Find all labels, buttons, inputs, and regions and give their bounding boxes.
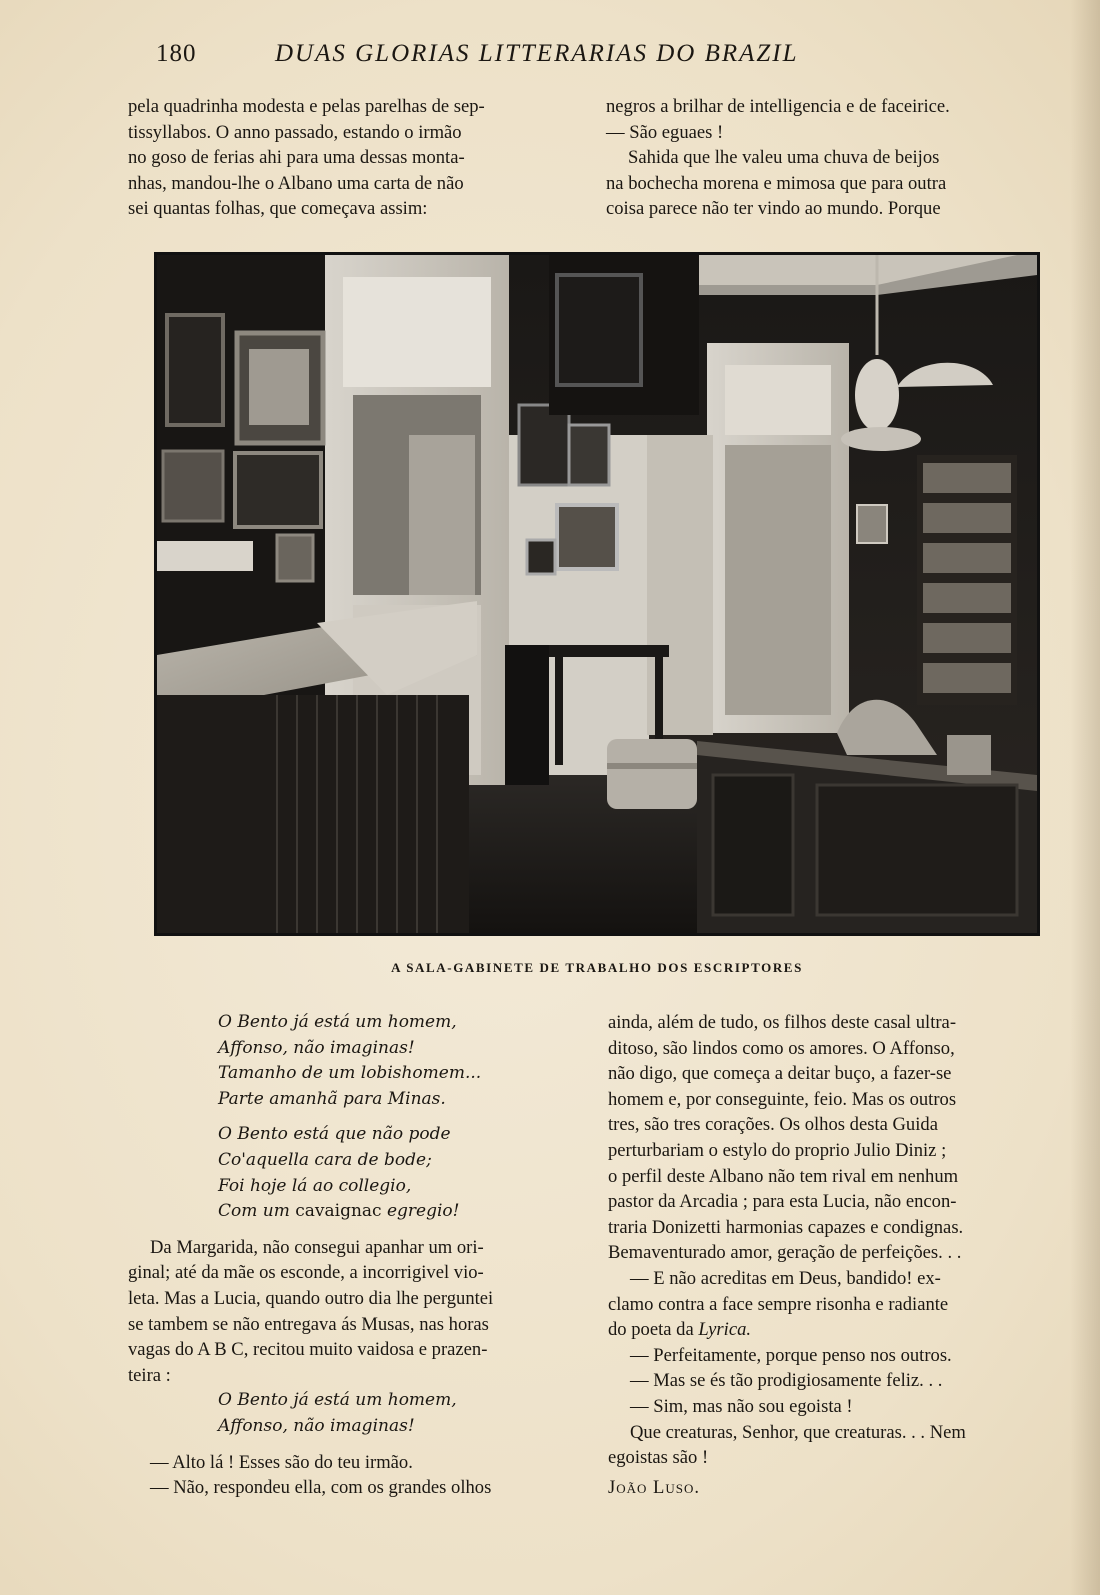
paragraph-margarida	[128, 1235, 580, 1389]
text-line: traria Donizetti harmonias capazes e condignas.	[608, 1216, 964, 1238]
verse-stanza-3	[218, 1388, 580, 1439]
author-signature: João Luso.	[608, 1476, 701, 1498]
text-line: — Mas se és tão prodigiosamente feliz. . .	[630, 1370, 943, 1392]
text-line: na bochecha morena e mimosa que para outra	[606, 172, 947, 194]
text-line: não digo, que começa a deitar buço, a fazer-se	[608, 1063, 952, 1085]
text-line: leta. Mas a Lucia, quando outro dia lhe perguntei	[128, 1287, 494, 1309]
photo-illustration	[157, 255, 1037, 933]
top-left-column	[128, 94, 572, 222]
text-line: ainda, além de tudo, os filhos deste casal ultra-	[608, 1012, 957, 1033]
text-line: tissyllabos. O anno passado, estando o irmão	[128, 121, 462, 143]
photo-caption: A SALA-GABINETE DE TRABALHO DOS ESCRIPTORES	[391, 960, 803, 975]
text-line: — São eguaes !	[606, 121, 724, 143]
lyrica-title: Lyrica.	[698, 1319, 752, 1341]
text-line: homem e, por conseguinte, feio. Mas os outros	[608, 1088, 957, 1110]
text-line: pela quadrinha modesta e pelas parelhas de sep-	[128, 96, 485, 117]
bottom-right-column	[608, 1010, 1052, 1500]
text-line: vagas do A B C, recitou muito vaidosa e prazen-	[128, 1339, 488, 1361]
verse-line: Affonso, não imaginas!	[218, 1037, 415, 1058]
bottom-left-column	[128, 1010, 580, 1501]
text-line: no goso de ferias ahi para uma dessas monta-	[128, 147, 465, 169]
interior-photograph	[154, 252, 1040, 936]
lyrica-prefix: do poeta da	[608, 1319, 694, 1341]
text-line: perturbariam o estylo do proprio Julio Diniz ;	[608, 1139, 947, 1161]
text-line: clamo contra a face sempre risonha e radiante	[608, 1293, 949, 1315]
text-line: Sahida que lhe valeu uma chuva de beijos	[628, 147, 940, 169]
text-line: egoistas são !	[608, 1447, 709, 1469]
verse-line: O Bento já está um homem,	[218, 1012, 457, 1032]
page-edge-shadow	[1070, 0, 1100, 1595]
verse-fragment-roman: cavaignac	[295, 1201, 382, 1222]
page-number: 180	[156, 40, 197, 67]
text-line: — Perfeitamente, porque penso nos outros.	[630, 1344, 952, 1366]
text-line: tres, são tres corações. Os olhos desta Guida	[608, 1114, 938, 1136]
text-line: pastor da Arcadia ; para esta Lucia, não encon-	[608, 1191, 957, 1213]
verse-line: O Bento já está um homem,	[218, 1390, 457, 1411]
text-line: Da Margarida, não consegui apanhar um ori-	[150, 1236, 484, 1258]
running-title: DUAS GLORIAS LITTERARIAS DO BRAZIL	[275, 40, 799, 67]
verse-stanza-1	[218, 1010, 580, 1112]
text-line: teira :	[128, 1364, 171, 1386]
verse-line: Tamanho de um lobishomem...	[218, 1063, 482, 1084]
text-line: sei quantas folhas, que começava assim:	[128, 198, 428, 220]
page-header	[150, 40, 930, 80]
text-line: ginal; até da mãe os esconde, a incorrigivel vio-	[128, 1262, 484, 1284]
dialogue-line: — Não, respondeu ella, com os grandes olhos	[150, 1477, 492, 1499]
text-line: ditoso, são lindos como os amores. O Affonso,	[608, 1037, 955, 1059]
text-line: — E não acreditas em Deus, bandido! ex-	[630, 1267, 941, 1289]
verse-line: Parte amanhã para Minas.	[218, 1088, 446, 1109]
text-line: — Sim, mas não sou egoista !	[630, 1395, 853, 1417]
text-line: o perfil deste Albano não tem rival em nenhum	[608, 1165, 959, 1187]
verse-fragment: egregio!	[386, 1201, 460, 1222]
verse-fragment: Com um	[218, 1201, 290, 1222]
text-line: Bemaventurado amor, geração de perfeições. . .	[608, 1242, 962, 1264]
text-line: nhas, mandou-lhe o Albano uma carta de não	[128, 172, 464, 194]
text-line: negros a brilhar de intelligencia e de faceirice.	[606, 96, 950, 117]
text-line: coisa parece não ter vindo ao mundo. Porque	[606, 198, 941, 220]
top-right-column	[606, 94, 1050, 222]
verse-line: Foi hoje lá ao collegio,	[218, 1175, 412, 1196]
verse-stanza-2	[218, 1122, 580, 1224]
text-line	[608, 1317, 1052, 1343]
dialogue-line: — Alto lá ! Esses são do teu irmão.	[150, 1451, 413, 1473]
text-line: se tambem se não entregava ás Musas, nas horas	[128, 1313, 489, 1335]
verse-line: Co'aquella cara de bode;	[218, 1149, 432, 1170]
verse-line	[218, 1199, 580, 1225]
verse-line: O Bento está que não pode	[218, 1124, 451, 1145]
text-line: Que creaturas, Senhor, que creaturas. . . Nem	[630, 1421, 966, 1443]
verse-line: Affonso, não imaginas!	[218, 1415, 415, 1436]
